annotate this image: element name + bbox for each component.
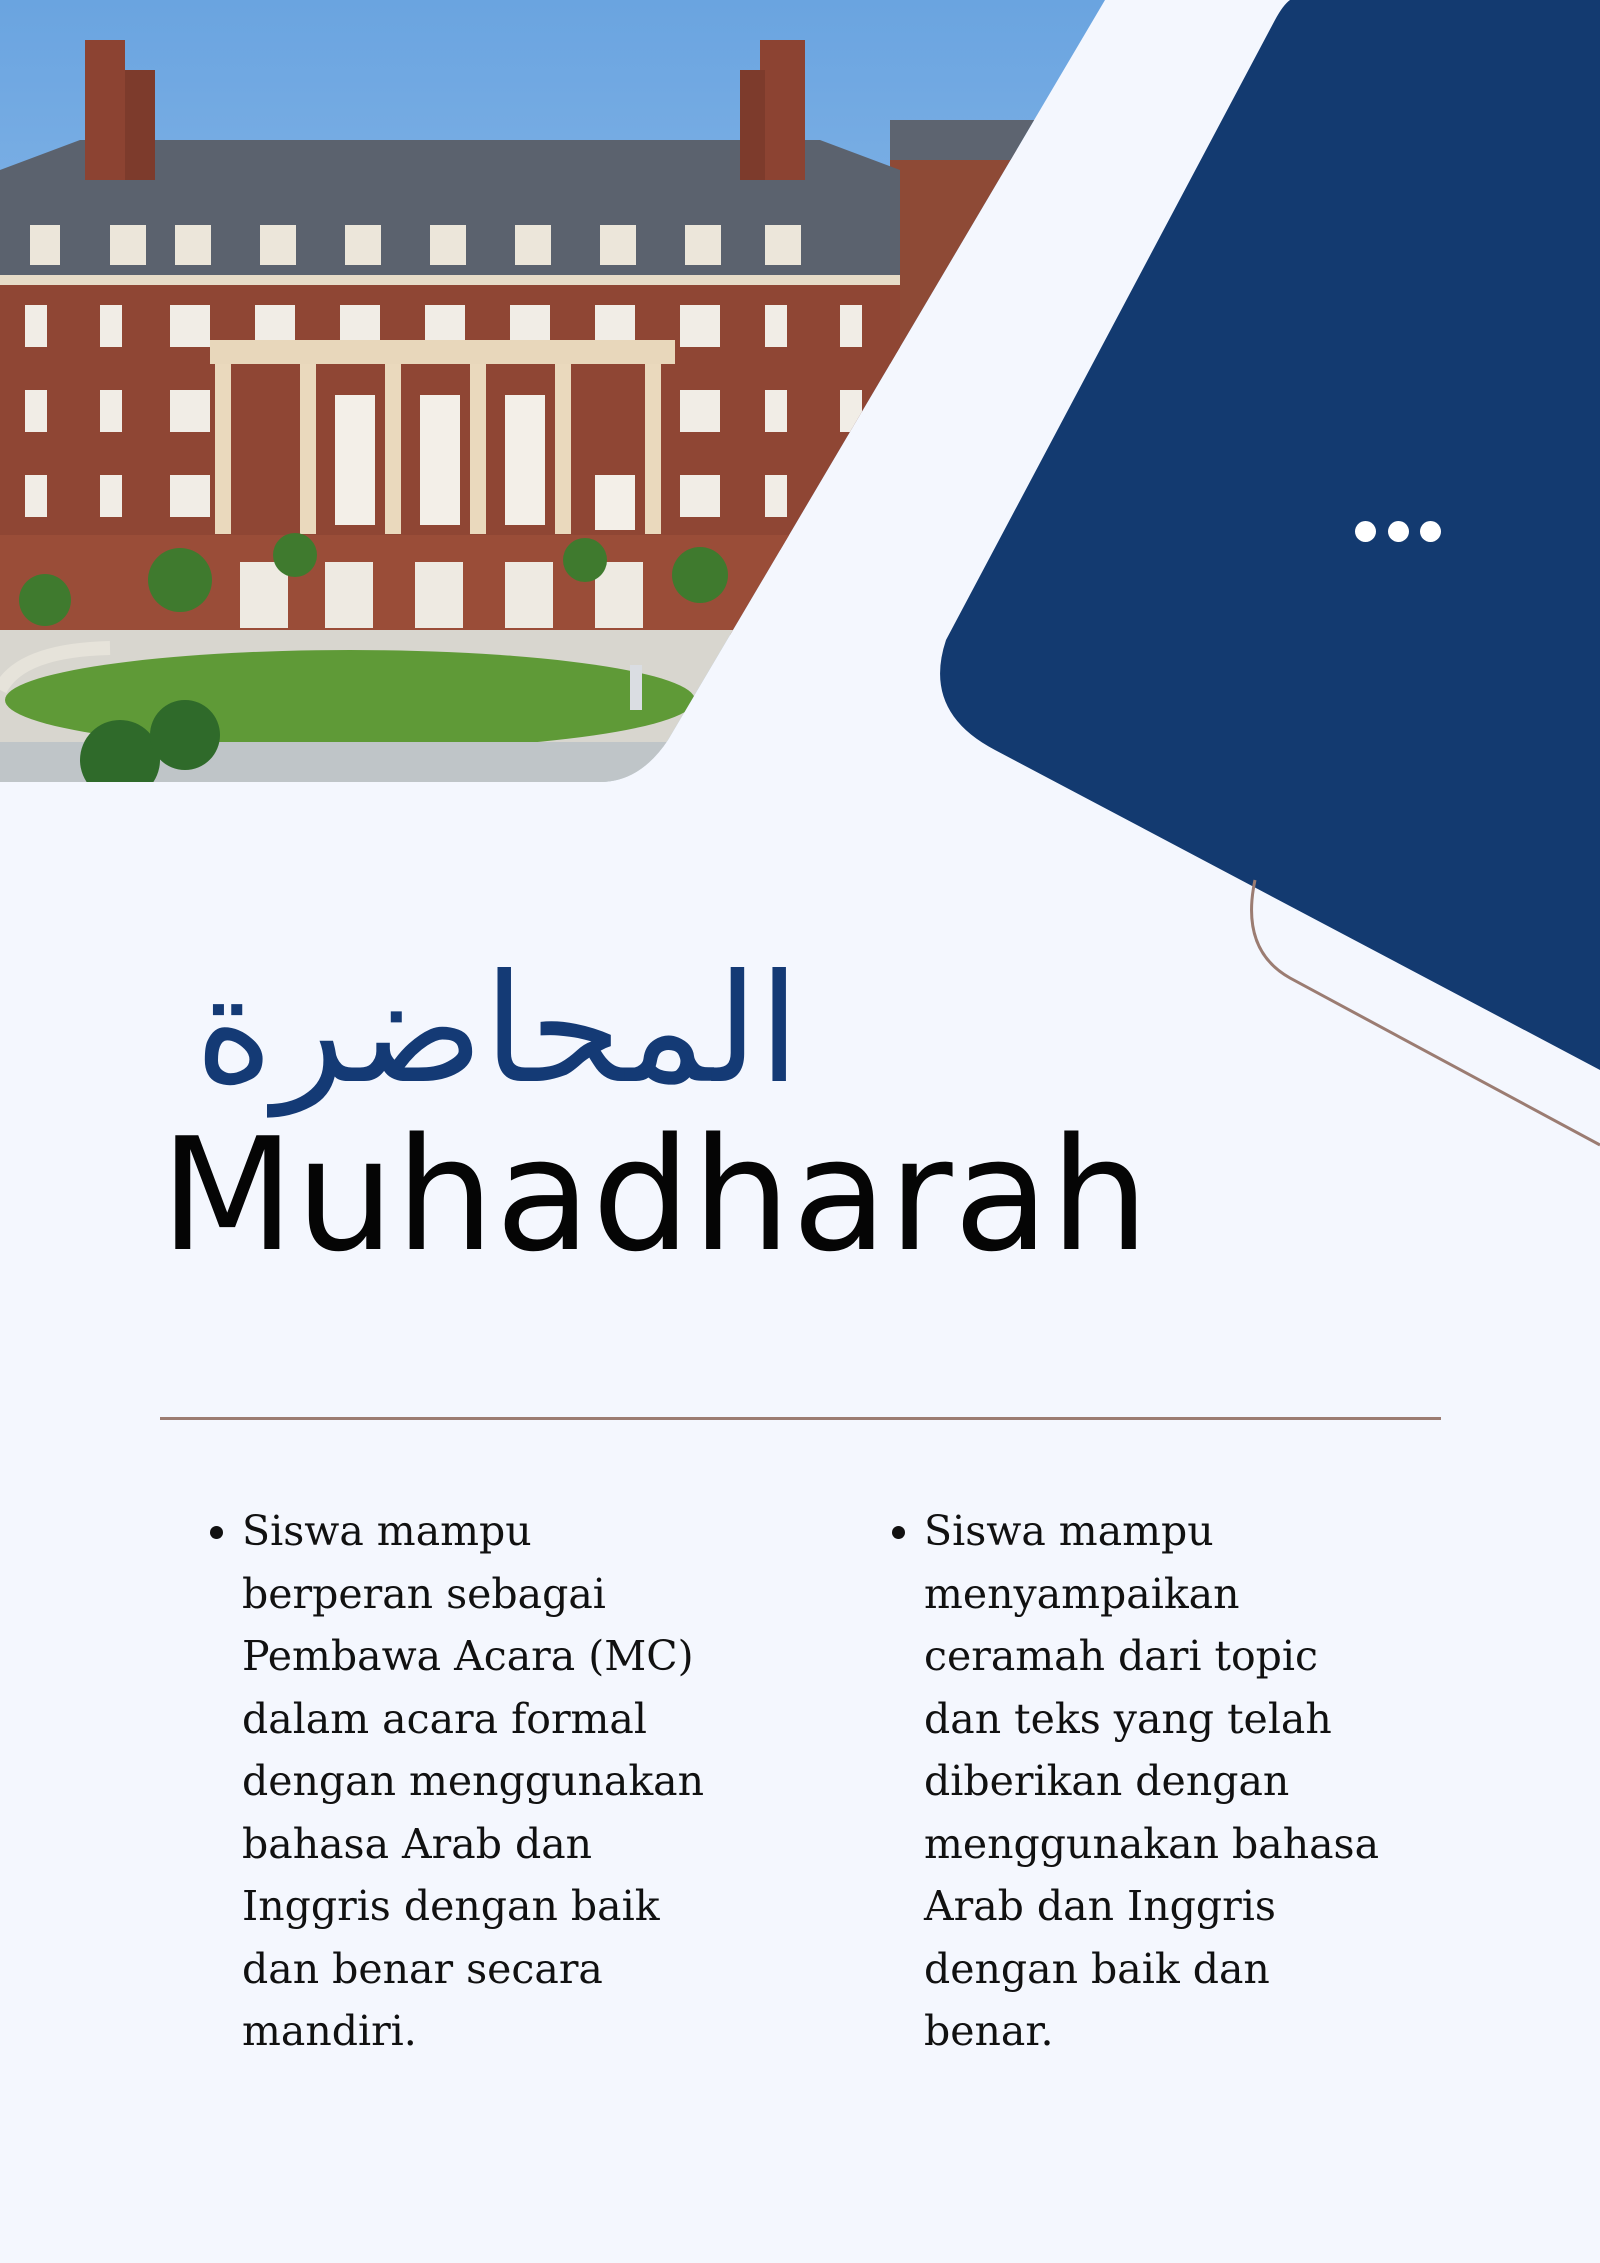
- dot: [1420, 521, 1441, 542]
- more-dots-icon[interactable]: [1355, 520, 1441, 542]
- arabic-title: المحاضرة: [194, 943, 800, 1117]
- navy-shape: [940, 0, 1600, 1070]
- dot: [1355, 521, 1376, 542]
- page-title: Muhadharah: [160, 1104, 1151, 1286]
- objective-item: • Siswa mampu berperan sebagai Pembawa Acara (MC) dalam acara formal dengan menggunakan bahasa Arab dan Inggris dengan baik dan benar secara mandiri.: [242, 1500, 712, 2063]
- dot: [1388, 521, 1409, 542]
- objective-list-right: [862, 1500, 1394, 2063]
- objective-list-left: [180, 1500, 712, 2063]
- objective-item: • Siswa mampu menyampaikan ceramah dari topic dan teks yang telah diberikan dengan menggunakan bahasa Arab dan Inggris dengan baik dan benar.: [924, 1500, 1394, 2063]
- divider: [160, 1417, 1441, 1420]
